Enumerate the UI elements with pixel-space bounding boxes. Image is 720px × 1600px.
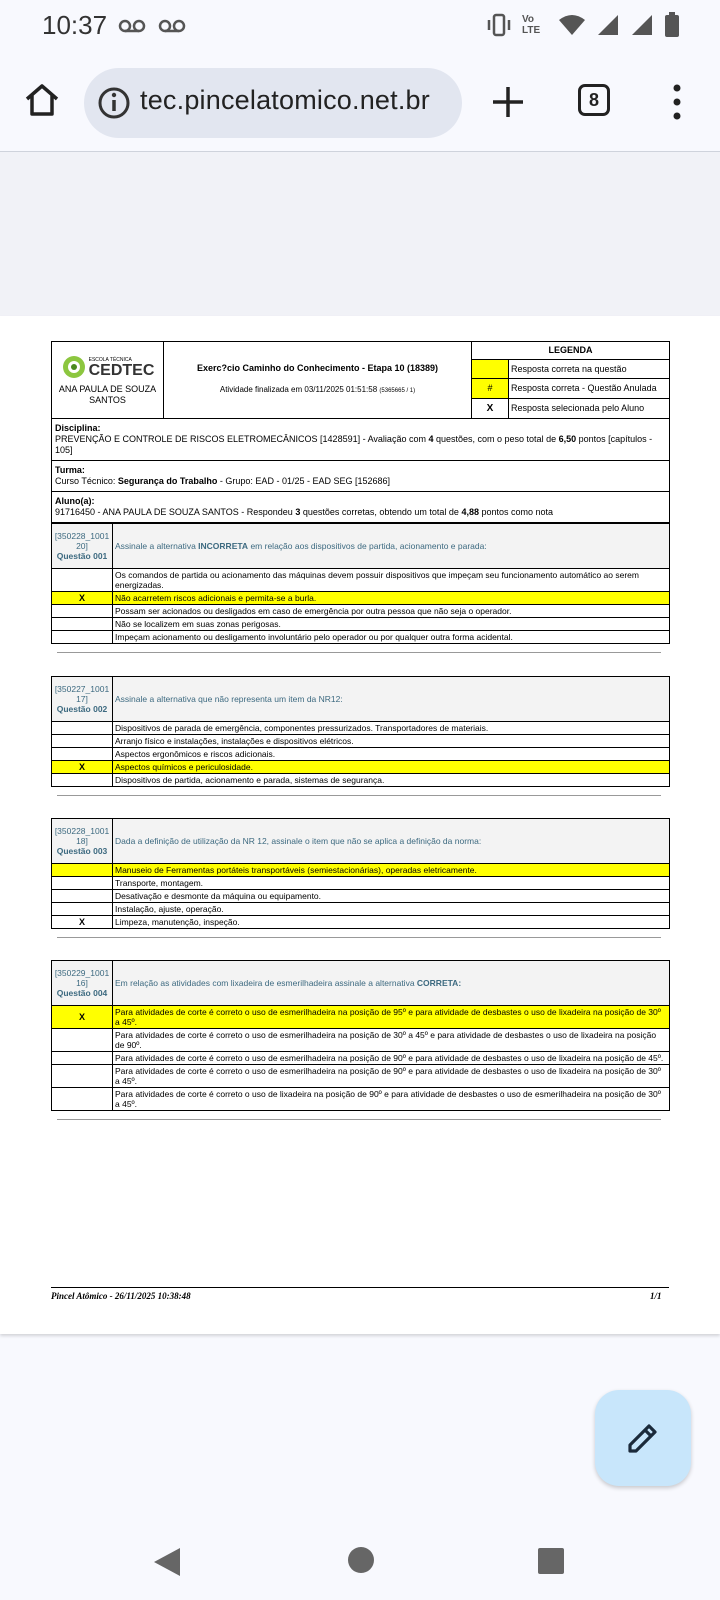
answer-option-row xyxy=(52,1088,670,1111)
aluno-text: 91716450 - ANA PAULA DE SOUZA SANTOS - Respondeu 3 questões corretas, obtendo um total de 4,88 pontos como nota xyxy=(55,507,554,517)
question-id: [350228_100118] xyxy=(54,826,110,846)
answer-option-row xyxy=(52,618,670,631)
answer-option-row xyxy=(52,877,670,890)
question-text: Assinale a alternativa que não representa um item da NR12: xyxy=(113,677,670,722)
question-block xyxy=(51,818,669,938)
answer-text: Possam ser acionados ou desligados em caso de emergência por outra pessoa que não seja o operador. xyxy=(113,605,670,618)
answer-text: Não se localizem em suas zonas perigosas. xyxy=(113,618,670,631)
answer-text: Aspectos ergonômicos e riscos adicionais. xyxy=(113,748,670,761)
answer-mark xyxy=(52,864,113,877)
legend-annulled: Resposta correta - Questão Anulada xyxy=(509,379,670,399)
question-header-row xyxy=(52,524,670,569)
answer-option-row xyxy=(52,722,670,735)
document-content xyxy=(51,341,669,523)
voicemail-icon xyxy=(118,18,146,34)
turma-text: Curso Técnico: Segurança do Trabalho - Grupo: EAD - 01/25 - EAD SEG [152686] xyxy=(55,476,391,486)
battery-icon xyxy=(664,12,680,38)
legend-x: X xyxy=(472,399,509,419)
legend-selected: Resposta selecionada pelo Aluno xyxy=(509,399,670,419)
new-tab-icon[interactable] xyxy=(488,82,528,122)
answer-text: Arranjo físico e instalações, instalações e dispositivos elétricos. xyxy=(113,735,670,748)
question-number: Questão 004 xyxy=(56,988,108,998)
question-text: Assinale a alternativa INCORRETA em relação aos dispositivos de partida, acionamento e parada: xyxy=(113,524,670,569)
legend-color-yellow xyxy=(472,360,509,379)
answer-option-row xyxy=(52,1029,670,1052)
vibrate-icon xyxy=(486,13,512,37)
question-separator xyxy=(57,795,661,796)
question-separator xyxy=(57,1119,661,1120)
answer-text: Aspectos químicos e periculosidade. xyxy=(113,761,670,774)
question-id-cell xyxy=(52,677,113,722)
disciplina-label: Disciplina: xyxy=(55,423,101,433)
question-block xyxy=(51,523,669,653)
recents-icon[interactable] xyxy=(537,1547,565,1575)
question-id: [350227_100117] xyxy=(54,684,110,704)
answer-mark xyxy=(52,631,113,644)
answer-option-row xyxy=(52,1052,670,1065)
answer-option-row xyxy=(52,605,670,618)
answer-mark: X xyxy=(52,916,113,929)
answer-mark xyxy=(52,735,113,748)
question-table xyxy=(51,960,670,1111)
answer-option-row xyxy=(52,761,670,774)
signal-icon xyxy=(596,13,620,37)
answer-text: Manuseio de Ferramentas portáteis transportáveis (semiestacionárias), operadas eletricamente. xyxy=(113,864,670,877)
answer-text: Os comandos de partida ou acionamento das máquinas devem possuir dispositivos que impeçam seu funcionamento automático ao serem energizadas. xyxy=(113,569,670,592)
status-bar xyxy=(0,0,720,52)
school-small-label: ESCOLA TÉCNICA xyxy=(88,357,132,363)
answer-mark xyxy=(52,877,113,890)
answer-text: Para atividades de corte é correto o uso de esmerilhadeira na posição de 30º a 45º e para atividade de desbastes o uso de lixadeira na posição de 90º. xyxy=(113,1029,670,1052)
answer-mark: X xyxy=(52,592,113,605)
question-block xyxy=(51,676,669,796)
answer-mark xyxy=(52,903,113,916)
back-icon[interactable] xyxy=(152,1546,182,1578)
question-block xyxy=(51,960,669,1120)
answer-text: Para atividades de corte é correto o uso de esmerilhadeira na posição de 95º e para atividade de desbastes o uso de lixadeira na posição de 30º a 45º. xyxy=(113,1006,670,1029)
activity-cell xyxy=(164,342,472,419)
answer-text: Desativação e desmonte da máquina ou equipamento. xyxy=(113,890,670,903)
volte-icon: Vo LTE xyxy=(522,14,541,36)
wifi-icon xyxy=(558,13,586,37)
question-number: Questão 002 xyxy=(56,704,108,714)
question-id: [350229_100116] xyxy=(54,968,110,988)
answer-mark xyxy=(52,748,113,761)
turma-label: Turma: xyxy=(55,465,85,475)
question-table xyxy=(51,523,670,644)
disciplina-cell xyxy=(52,419,670,461)
answer-text: Transporte, montagem. xyxy=(113,877,670,890)
disciplina-text: PREVENÇÃO E CONTROLE DE RISCOS ELETROMECÂNICOS [1428591] - Avaliação com 4 questões, com o peso total de 6,50 pontos [capítulos - 105] xyxy=(55,434,653,455)
answer-text: Para atividades de corte é correto o uso de esmerilhadeira na posição de 90º e para atividade de desbastes o uso de lixadeira na posição de 45º. xyxy=(113,1052,670,1065)
answer-mark xyxy=(52,1052,113,1065)
question-table xyxy=(51,676,670,787)
answer-text: Para atividades de corte é correto o uso de esmerilhadeira na posição de 90º e para atividade de desbastes o uso de lixadeira na posição de 30º a 45º. xyxy=(113,1065,670,1088)
answer-text: Dispositivos de parada de emergência, componentes pressurizados. Transportadores de materiais. xyxy=(113,722,670,735)
question-table xyxy=(51,818,670,929)
question-text: Dada a definição de utilização da NR 12, assinale o item que não se aplica a definição da norma: xyxy=(113,819,670,864)
cedtec-logo-icon xyxy=(61,354,87,380)
edit-fab-button[interactable] xyxy=(595,1390,691,1486)
aluno-label: Aluno(a): xyxy=(55,496,95,506)
answer-option-row xyxy=(52,1006,670,1029)
question-id-cell xyxy=(52,819,113,864)
school-logo-cell xyxy=(52,342,164,419)
student-name: ANA PAULA DE SOUZA SANTOS xyxy=(58,384,157,405)
answer-option-row xyxy=(52,1065,670,1088)
home-icon[interactable] xyxy=(22,80,62,120)
footer-page-number: 1/1 xyxy=(650,1291,662,1301)
answer-option-row xyxy=(52,569,670,592)
system-nav-bar xyxy=(0,1520,720,1600)
question-header-row xyxy=(52,819,670,864)
activity-title: Exerc?cio Caminho do Conhecimento - Etapa 10 (18389) xyxy=(196,363,439,373)
answer-mark xyxy=(52,618,113,631)
site-info-icon[interactable] xyxy=(96,85,132,121)
header-table xyxy=(51,341,670,523)
answer-option-row xyxy=(52,592,670,605)
turma-cell xyxy=(52,461,670,492)
legend-title: LEGENDA xyxy=(472,342,670,360)
answer-text: Impeçam acionamento ou desligamento involuntário pelo operador ou por qualquer outra forma acidental. xyxy=(113,631,670,644)
answer-mark xyxy=(52,569,113,592)
answer-option-row xyxy=(52,916,670,929)
answer-text: Dispositivos de partida, acionamento e parada, sistemas de segurança. xyxy=(113,774,670,787)
question-id: [350228_100120] xyxy=(54,531,110,551)
answer-option-row xyxy=(52,631,670,644)
cedtec-logo xyxy=(54,354,161,380)
activity-finished: Atividade finalizada em 03/11/2025 01:51:58 (5365665 / 1) xyxy=(219,385,416,394)
home-nav-icon[interactable] xyxy=(347,1546,375,1574)
answer-option-row xyxy=(52,774,670,787)
url-text[interactable]: tec.pincelatomico.net.br xyxy=(140,85,430,115)
answer-option-row xyxy=(52,890,670,903)
question-id-cell xyxy=(52,961,113,1006)
voicemail-icon xyxy=(158,18,186,34)
question-separator xyxy=(57,652,661,653)
status-time: 10:37 xyxy=(42,10,108,40)
legend-hash: # xyxy=(472,379,509,399)
question-separator xyxy=(57,937,661,938)
answer-mark: X xyxy=(52,1006,113,1029)
answer-option-row xyxy=(52,748,670,761)
answer-option-row xyxy=(52,903,670,916)
answer-text: Limpeza, manutenção, inspeção. xyxy=(113,916,670,929)
question-header-row xyxy=(52,677,670,722)
answer-text: Instalação, ajuste, operação. xyxy=(113,903,670,916)
answer-option-row xyxy=(52,735,670,748)
tab-switcher-button[interactable]: 8 xyxy=(578,84,610,116)
pencil-icon xyxy=(624,1419,662,1457)
answer-mark xyxy=(52,1088,113,1111)
answer-mark xyxy=(52,1029,113,1052)
answer-mark xyxy=(52,722,113,735)
url-bar[interactable] xyxy=(84,68,462,138)
question-number: Questão 003 xyxy=(56,846,108,856)
more-menu-icon[interactable] xyxy=(662,82,692,122)
answer-mark xyxy=(52,605,113,618)
question-number: Questão 001 xyxy=(56,551,108,561)
answer-mark xyxy=(52,890,113,903)
answer-option-row xyxy=(52,864,670,877)
question-header-row xyxy=(52,961,670,1006)
footer-line xyxy=(51,1287,669,1288)
answer-mark xyxy=(52,1065,113,1088)
question-text: Em relação as atividades com lixadeira de esmerilhadeira assinale a alternativa CORRETA: xyxy=(113,961,670,1006)
aluno-cell xyxy=(52,492,670,523)
browser-toolbar xyxy=(0,52,720,152)
answer-text: Não acarretem riscos adicionais e permita-se a burla. xyxy=(113,592,670,605)
footer-timestamp: Pincel Atômico - 26/11/2025 10:38:48 xyxy=(51,1291,191,1301)
viewer-background xyxy=(0,152,720,316)
answer-mark xyxy=(52,774,113,787)
school-name: CEDTEC xyxy=(88,362,155,379)
signal-icon xyxy=(630,13,654,37)
answer-text: Para atividades de corte é correto o uso de lixadeira na posição de 90º e para atividade de desbastes o uso de esmerilhadeira na posição de 30º a 45º. xyxy=(113,1088,670,1111)
answer-mark: X xyxy=(52,761,113,774)
question-id-cell xyxy=(52,524,113,569)
legend-correct: Resposta correta na questão xyxy=(509,360,670,379)
